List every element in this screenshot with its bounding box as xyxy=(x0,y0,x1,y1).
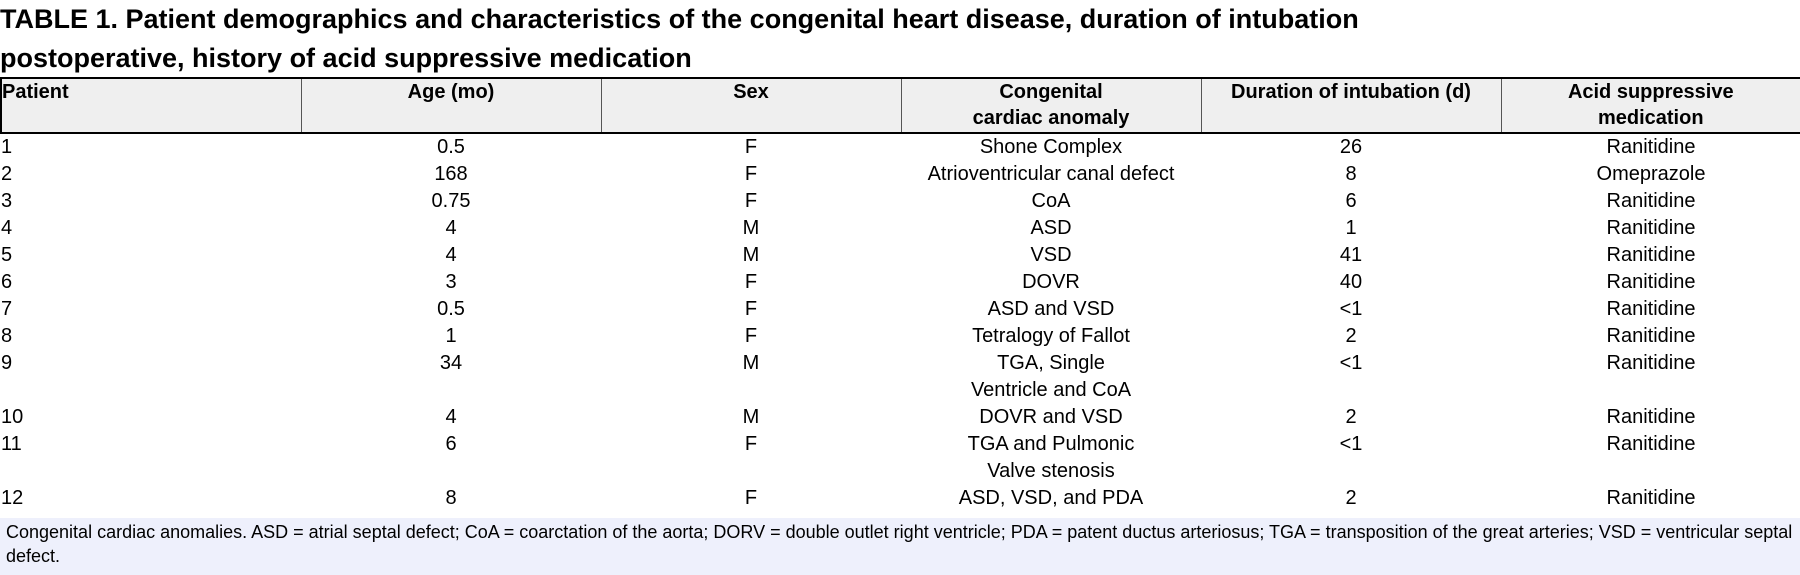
sex-cell: F xyxy=(744,271,758,293)
duration-cell: <1 xyxy=(1339,433,1363,455)
sex-cell: M xyxy=(742,217,760,239)
anomaly-line: DOVR and VSD xyxy=(979,406,1123,428)
sex-cell: M xyxy=(742,244,760,266)
anomaly-cell xyxy=(901,431,1201,485)
anomaly-line: ASD, VSD, and PDA xyxy=(958,487,1144,509)
medication-cell: Ranitidine xyxy=(1606,298,1696,320)
medication-cell: Ranitidine xyxy=(1606,271,1696,293)
sex-cell: F xyxy=(744,190,758,212)
table-body xyxy=(1,133,1800,512)
age-cell: 4 xyxy=(445,244,457,266)
anomaly-cell xyxy=(901,296,1201,323)
sex-cell: F xyxy=(744,298,758,320)
anomaly-cell xyxy=(901,242,1201,269)
patient-cell: 12 xyxy=(1,487,24,509)
anomaly-line: Tetralogy of Fallot xyxy=(972,325,1130,347)
anomaly-line: DOVR xyxy=(1022,271,1080,293)
header-patient xyxy=(1,78,301,133)
table-row xyxy=(1,161,1800,188)
patient-cell: 8 xyxy=(1,325,13,347)
header-patient-text: Patient xyxy=(2,81,69,103)
sex-cell: F xyxy=(744,487,758,509)
patient-cell: 9 xyxy=(1,352,13,374)
duration-cell: 2 xyxy=(1345,406,1357,428)
duration-cell: <1 xyxy=(1339,352,1363,374)
age-cell: 4 xyxy=(445,406,457,428)
header-medication-text: medication xyxy=(1597,107,1704,129)
age-cell: 3 xyxy=(445,271,457,293)
anomaly-cell xyxy=(901,161,1201,188)
duration-cell: 6 xyxy=(1345,190,1357,212)
medication-cell: Ranitidine xyxy=(1606,136,1696,158)
anomaly-cell xyxy=(901,485,1201,512)
patient-cell: 5 xyxy=(1,244,13,266)
sex-cell: F xyxy=(744,136,758,158)
patient-cell: 4 xyxy=(1,217,13,239)
patient-cell: 2 xyxy=(1,163,13,185)
duration-cell: 8 xyxy=(1345,163,1357,185)
header-row xyxy=(1,78,1800,133)
header-anomaly-text: cardiac anomaly xyxy=(972,107,1130,129)
header-duration xyxy=(1201,78,1501,133)
duration-cell: 2 xyxy=(1345,487,1357,509)
duration-cell: 2 xyxy=(1345,325,1357,347)
table-title-line-2: postoperative, history of acid suppressive medication xyxy=(0,43,692,73)
sex-cell: F xyxy=(744,433,758,455)
medication-cell: Ranitidine xyxy=(1606,190,1696,212)
patient-cell: 3 xyxy=(1,190,13,212)
table-row xyxy=(1,296,1800,323)
patient-cell: 7 xyxy=(1,298,13,320)
anomaly-line: Valve stenosis xyxy=(987,460,1115,482)
anomaly-line: ASD xyxy=(1030,217,1072,239)
header-sex-text: Sex xyxy=(733,81,769,103)
anomaly-line: ASD and VSD xyxy=(987,298,1115,320)
table-row xyxy=(1,485,1800,512)
duration-cell: 1 xyxy=(1345,217,1357,239)
patient-cell: 11 xyxy=(1,433,22,455)
medication-cell: Ranitidine xyxy=(1606,406,1696,428)
medication-cell: Ranitidine xyxy=(1606,325,1696,347)
age-cell: 34 xyxy=(439,352,463,374)
header-age-text: Age (mo) xyxy=(407,81,495,103)
patient-cell: 1 xyxy=(1,136,13,158)
header-age xyxy=(301,78,601,133)
age-cell: 0.5 xyxy=(437,136,465,158)
header-anomaly xyxy=(901,78,1201,133)
table-row xyxy=(1,431,1800,485)
age-cell: 8 xyxy=(445,487,457,509)
anomaly-cell xyxy=(901,323,1201,350)
age-cell: 0.5 xyxy=(437,298,465,320)
medication-cell: Ranitidine xyxy=(1606,433,1696,455)
anomaly-line: Atrioventricular canal defect xyxy=(927,163,1175,185)
medication-cell: Ranitidine xyxy=(1606,352,1696,374)
anomaly-line: TGA and Pulmonic xyxy=(967,433,1135,455)
anomaly-line: Shone Complex xyxy=(979,136,1123,158)
header-medication-text: Acid suppressive xyxy=(1567,81,1734,103)
anomaly-cell xyxy=(901,133,1201,161)
medication-cell: Omeprazole xyxy=(1596,163,1706,185)
duration-cell: 26 xyxy=(1339,136,1363,158)
anomaly-cell xyxy=(901,215,1201,242)
table-header xyxy=(1,78,1800,133)
demographics-table xyxy=(0,77,1800,512)
header-duration-text: Duration of intubation (d) xyxy=(1231,81,1471,103)
age-cell: 6 xyxy=(445,433,457,455)
table-title xyxy=(0,0,1800,78)
age-cell: 168 xyxy=(434,163,468,185)
table-row xyxy=(1,133,1800,161)
anomaly-line: CoA xyxy=(1031,190,1071,212)
age-cell: 1 xyxy=(445,325,457,347)
age-cell: 4 xyxy=(445,217,457,239)
table-row xyxy=(1,269,1800,296)
sex-cell: F xyxy=(744,325,758,347)
anomaly-cell xyxy=(901,269,1201,296)
table-row xyxy=(1,350,1800,404)
anomaly-line: TGA, Single xyxy=(997,352,1105,374)
age-cell: 0.75 xyxy=(431,190,471,212)
patient-cell: 10 xyxy=(1,406,24,428)
table-row xyxy=(1,404,1800,431)
table-row xyxy=(1,215,1800,242)
duration-cell: 40 xyxy=(1339,271,1363,293)
medication-cell: Ranitidine xyxy=(1606,487,1696,509)
duration-cell: <1 xyxy=(1339,298,1363,320)
sex-cell: M xyxy=(742,406,760,428)
sex-cell: M xyxy=(742,352,760,374)
sex-cell: F xyxy=(744,163,758,185)
table-row xyxy=(1,242,1800,269)
medication-cell: Ranitidine xyxy=(1606,217,1696,239)
table-footnote: Congenital cardiac anomalies. ASD = atrial septal defect; CoA = coarctation of the aorta; DORV = double outlet right ventricle; PDA = patent ductus arteriosus; TGA = transposition of the great arteries; VSD = ventricular septal defect. xyxy=(0,518,1800,575)
anomaly-cell xyxy=(901,350,1201,404)
anomaly-line: Ventricle and CoA xyxy=(970,379,1132,401)
medication-cell: Ranitidine xyxy=(1606,244,1696,266)
table-row xyxy=(1,323,1800,350)
table-title-line-1: TABLE 1. Patient demographics and characteristics of the congenital heart disease, duration of intubation xyxy=(0,4,1359,34)
header-medication xyxy=(1501,78,1800,133)
header-sex xyxy=(601,78,901,133)
header-anomaly-text: Congenital xyxy=(999,81,1103,103)
anomaly-cell xyxy=(901,188,1201,215)
anomaly-cell xyxy=(901,404,1201,431)
duration-cell: 41 xyxy=(1339,244,1363,266)
table-row xyxy=(1,188,1800,215)
anomaly-line: VSD xyxy=(1030,244,1072,266)
patient-cell: 6 xyxy=(1,271,13,293)
